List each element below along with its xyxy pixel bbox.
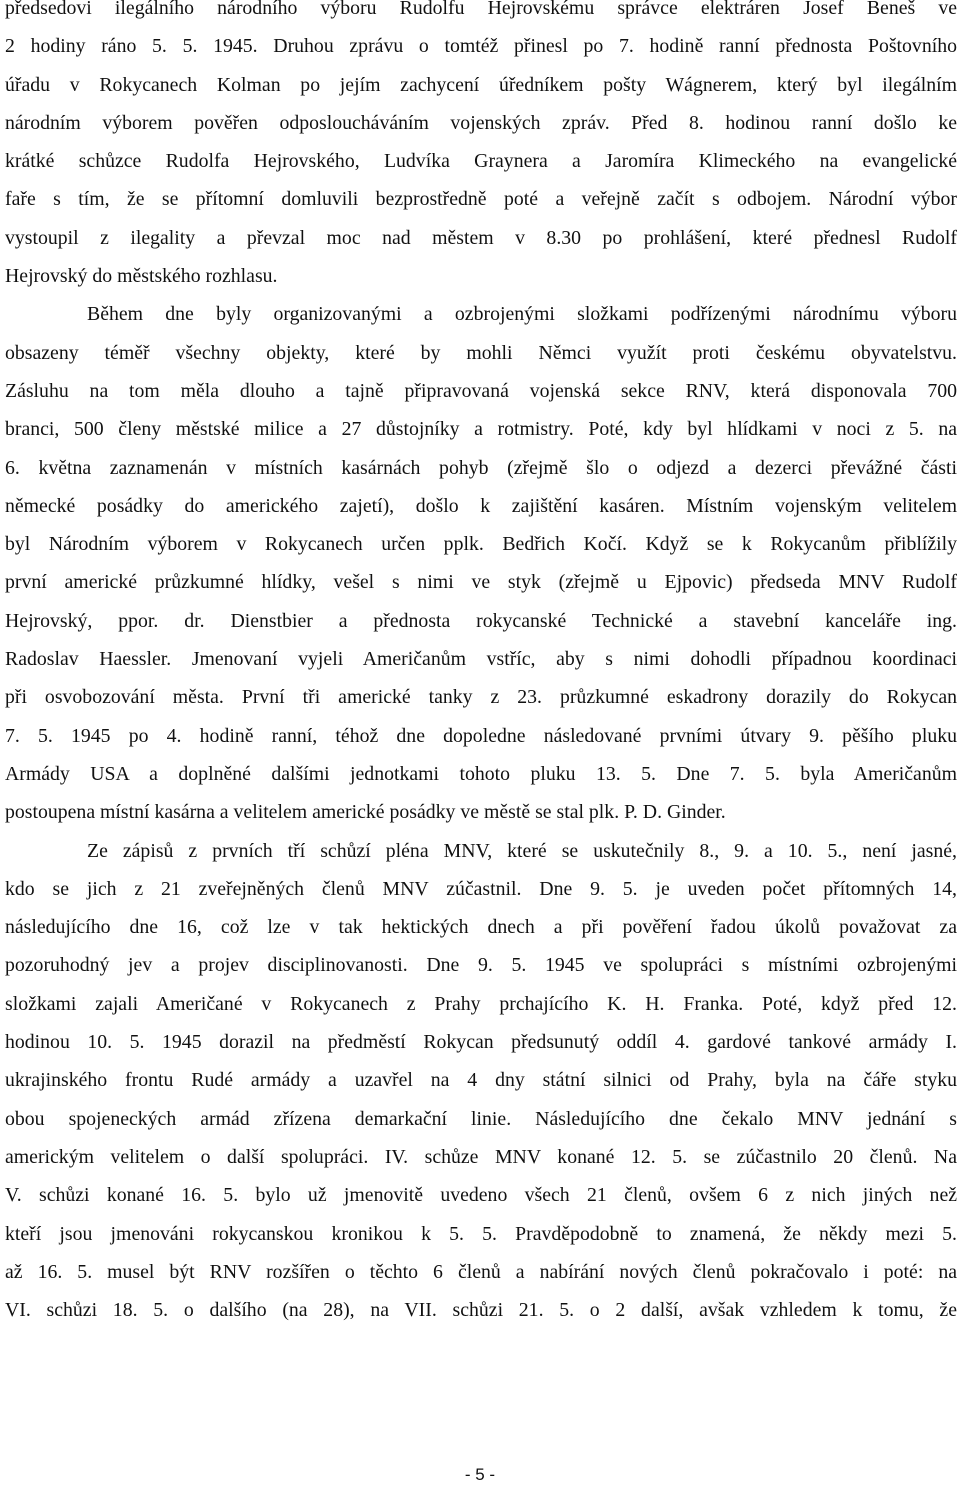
text-line: 7. 5. 1945 po 4. hodině ranní, téhož dne dopoledne následované prvními útvary 9. pěšího pluku xyxy=(5,724,957,747)
text-line: první americké průzkumné hlídky, vešel s nimi ve styk (zřejmě u Ejpovic) předseda MNV Rudolf xyxy=(5,571,957,594)
text-line: faře s tím, že se přítomní domluvili bezprostředně poté a veřejně začít s odbojem. Národní výbor xyxy=(5,188,957,211)
text-line: 2 hodiny ráno 5. 5. 1945. Druhou zprávu o tomtéž přinesl po 7. hodině ranní přednosta Poštovního xyxy=(5,35,957,58)
text-line: krátké schůzce Rudolfa Hejrovského, Ludvíka Graynera a Jaromíra Klimeckého na evangelické xyxy=(5,150,957,173)
text-line: kdo se jich z 21 zveřejněných členů MNV zúčastnil. Dne 9. 5. je uveden počet přítomných 14, xyxy=(5,877,957,900)
text-line: až 16. 5. musel být RNV rozšířen o těchto 6 členů a nabírání nových členů pokračovalo i poté: na xyxy=(5,1260,957,1283)
paragraph-3 xyxy=(5,832,957,1330)
text-line: V. schůzi konané 16. 5. bylo už jmenovitě uvedeno všech 21 členů, ovšem 6 z nich jiných než xyxy=(5,1184,957,1207)
text-line: postoupena místní kasárna a velitelem americké posádky ve městě se stal plk. P. D. Ginder. xyxy=(5,801,726,824)
document-page xyxy=(5,0,957,1329)
text-line: Armády USA a doplněné dalšími jednotkami tohoto pluku 13. 5. Dne 7. 5. byla Američanům xyxy=(5,762,957,785)
text-line: Radoslav Haessler. Jmenovaní vyjeli Američanům vstříc, aby s nimi dohodli případnou koordinaci xyxy=(5,648,957,671)
text-line: byl Národním výborem v Rokycanech určen pplk. Bedřich Kočí. Když se k Rokycanům přiblížily xyxy=(5,533,957,556)
text-line: Během dne byly organizovanými a ozbrojenými složkami podřízenými národnímu výboru xyxy=(87,303,957,326)
text-line: vystoupil z ilegality a převzal moc nad městem v 8.30 po prohlášení, které přednesl Rudolf xyxy=(5,226,957,249)
text-line: předsedovi ilegálního národního výboru Rudolfu Hejrovskému správce elektráren Josef Beneš ve xyxy=(5,0,957,19)
text-line: Ze zápisů z prvních tří schůzí pléna MNV, které se uskutečnily 8., 9. a 10. 5., není jasné, xyxy=(87,839,957,862)
page-number: - 5 - xyxy=(464,1465,496,1484)
text-line: americkým velitelem o další spolupráci. IV. schůze MNV konané 12. 5. se zúčastnilo 20 členů. Na xyxy=(5,1145,957,1168)
text-line: obou spojeneckých armád zřízena demarkační linie. Následujícího dne čekalo MNV jednání s xyxy=(5,1107,957,1130)
text-line: VI. schůzi 18. 5. o dalšího (na 28), na VII. schůzi 21. 5. o 2 další, avšak vzhledem k tomu, že xyxy=(5,1299,957,1322)
paragraph-1 xyxy=(5,0,957,295)
text-line: následujícího dne 16, což lze v tak hektických dnech a při pověření řadou úkolů považovat za xyxy=(5,916,957,939)
text-line: Hejrovský do městského rozhlasu. xyxy=(5,265,278,288)
text-line: obsazeny téměř všechny objekty, které by mohli Němci využít proti českému obyvatelstvu. xyxy=(5,341,957,364)
paragraph-2 xyxy=(5,295,957,831)
text-line: národním výborem pověřen odposloucháváním vojenských zpráv. Před 8. hodinou ranní došlo ke xyxy=(5,111,957,134)
text-line: branci, 500 členy městské milice a 27 důstojníky a rotmistry. Poté, kdy byl hlídkami v noci z 5. na xyxy=(5,418,957,441)
text-line: ukrajinského frontu Rudé armády a uzavřel na 4 dny státní silnici od Prahy, byla na čáře styku xyxy=(5,1069,957,1092)
text-line: složkami zajali Američané v Rokycanech z Prahy prchajícího K. H. Franka. Poté, když před 12. xyxy=(5,992,957,1015)
text-line: hodinou 10. 5. 1945 dorazil na předměstí Rokycan předsunutý oddíl 4. gardové tankové armády I. xyxy=(5,1031,957,1054)
text-line: německé posádky do amerického zajetí), došlo k zajištění kasáren. Místním vojenským velitelem xyxy=(5,494,957,517)
text-line: při osvobozování města. První tři americké tanky z 23. průzkumné eskadrony dorazily do Rokycan xyxy=(5,686,957,709)
text-line: úřadu v Rokycanech Kolman po jejím zachycení úředníkem pošty Wágnerem, který byl ilegálním xyxy=(5,73,957,96)
text-line: kteří jsou jmenováni rokycanskou kronikou k 5. 5. Pravděpodobně to znamená, že někdy mezi 5. xyxy=(5,1222,957,1245)
text-line: pozoruhodný jev a projev disciplinovanosti. Dne 9. 5. 1945 ve spolupráci s místními ozbrojenými xyxy=(5,954,957,977)
text-line: Zásluhu na tom měla dlouho a tajně připravovaná vojenská sekce RNV, která disponovala 700 xyxy=(5,379,957,402)
text-line: Hejrovský, ppor. dr. Dienstbier a přednosta rokycanské Technické a stavební kanceláře ing. xyxy=(5,609,957,632)
text-line: 6. května zaznamenán v místních kasárnách pohyb (zřejmě šlo o odjezd a dezerci převážné části xyxy=(5,456,957,479)
